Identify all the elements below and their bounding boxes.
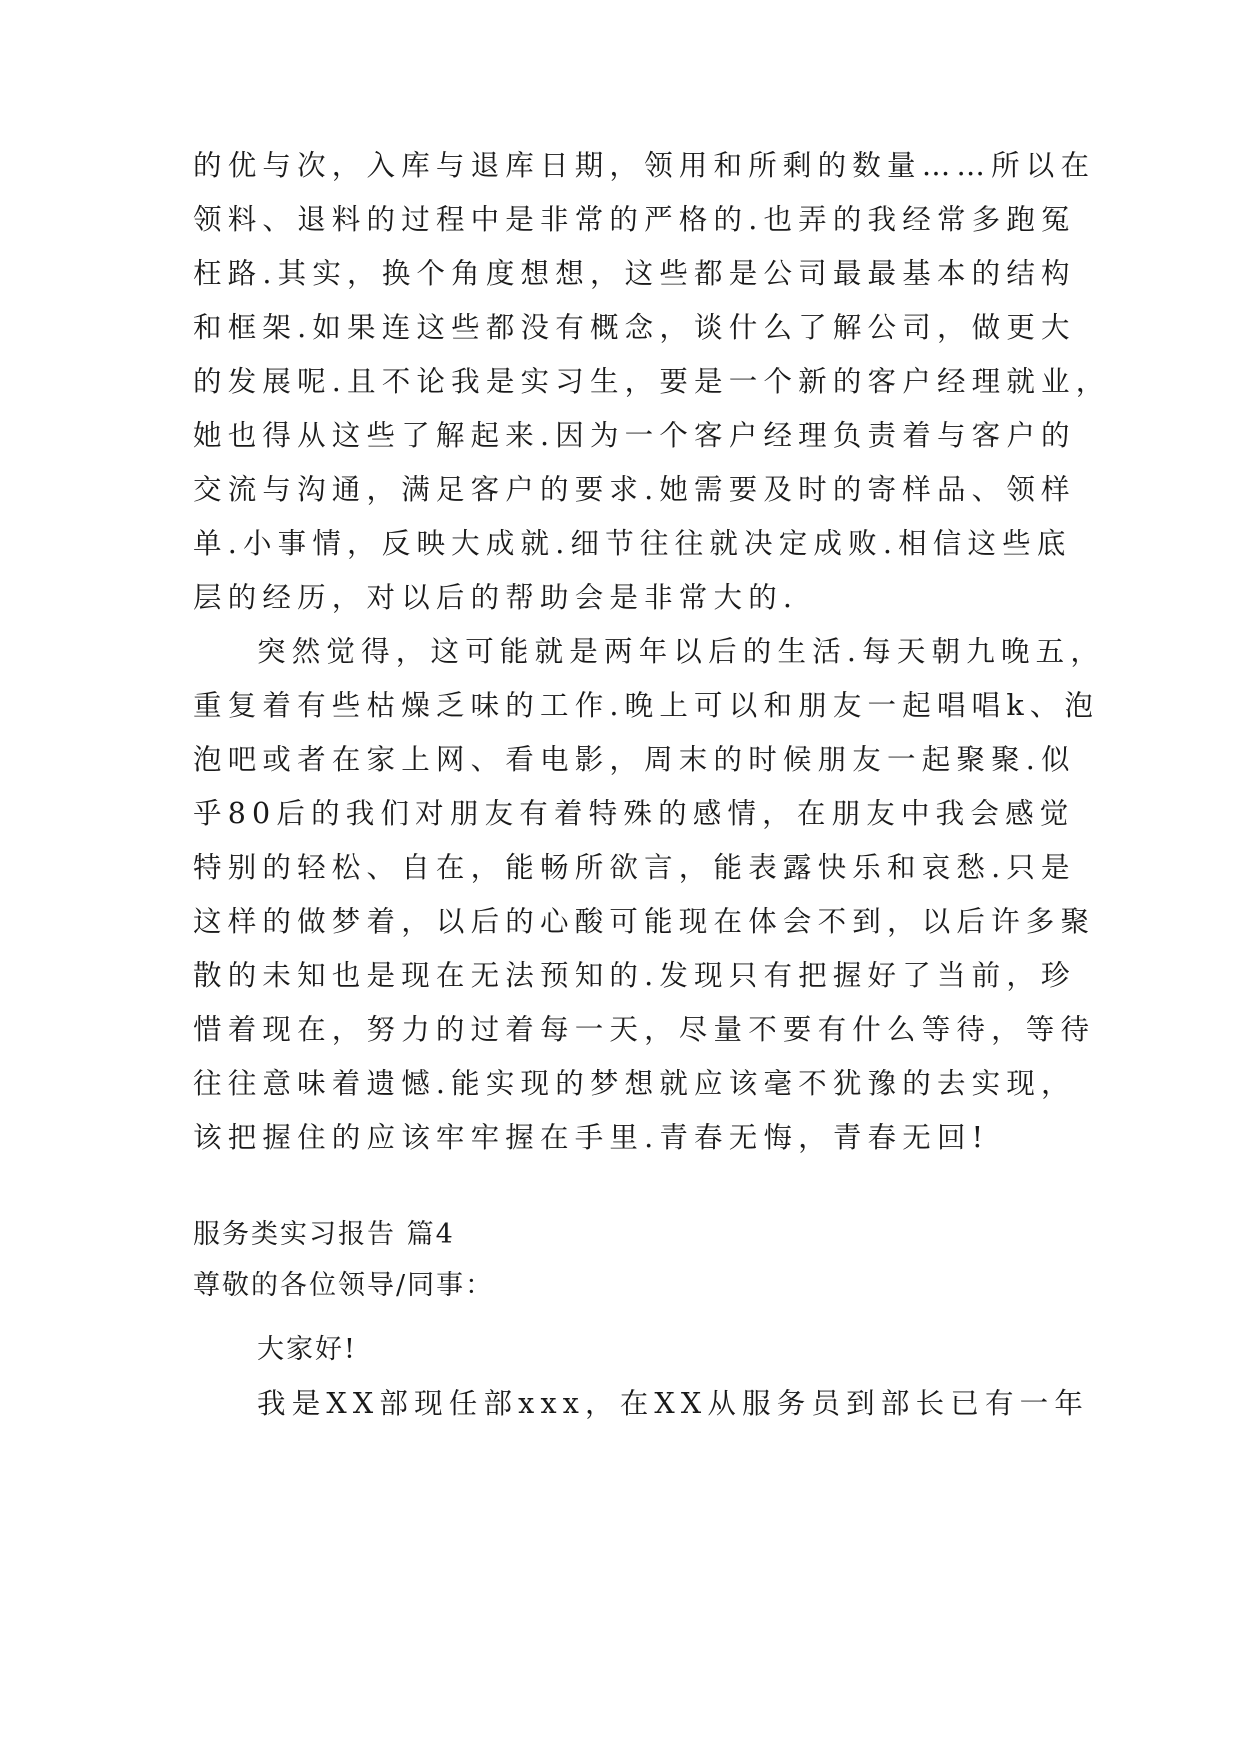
paragraph-line: 泡吧或者在家上网、看电影，周末的时候朋友一起聚聚.似 xyxy=(193,743,1076,776)
greeting: 大家好! xyxy=(257,1334,357,1365)
paragraph-line: 她也得从这些了解起来.因为一个客户经理负责着与客户的 xyxy=(193,419,1076,452)
paragraph-line: 这样的做梦着，以后的心酸可能现在体会不到，以后许多聚 xyxy=(193,905,1096,938)
paragraph-line: 交流与沟通，满足客户的要求.她需要及时的寄样品、领样 xyxy=(193,473,1076,506)
paragraph-line: 惜着现在，努力的过着每一天，尽量不要有什么等待，等待 xyxy=(193,1013,1096,1046)
intro-line: 我是XX部现任部xxx，在XX从服务员到部长已有一年 xyxy=(257,1387,1090,1420)
paragraph-line: 的优与次，入库与退库日期，领用和所剩的数量……所以在 xyxy=(193,149,1096,182)
paragraph-line: 领料、退料的过程中是非常的严格的.也弄的我经常多跑冤 xyxy=(193,203,1076,236)
paragraph-line: 乎80后的我们对朋友有着特殊的感情，在朋友中我会感觉 xyxy=(193,797,1075,830)
paragraph-line: 散的未知也是现在无法预知的.发现只有把握好了当前，珍 xyxy=(193,959,1076,992)
paragraph-line: 层的经历，对以后的帮助会是非常大的. xyxy=(193,581,799,614)
paragraph-line: 特别的轻松、自在，能畅所欲言，能表露快乐和哀愁.只是 xyxy=(193,851,1076,884)
paragraph-line: 枉路.其实，换个角度想想，这些都是公司最最基本的结构 xyxy=(193,257,1076,290)
paragraph-line: 重复着有些枯燥乏味的工作.晚上可以和朋友一起唱唱k、泡 xyxy=(193,689,1100,722)
paragraph-line: 该把握住的应该牢牢握在手里.青春无悔，青春无回! xyxy=(193,1121,990,1154)
section-title: 服务类实习报告 篇4 xyxy=(193,1219,455,1250)
salutation: 尊敬的各位领导/同事： xyxy=(193,1270,495,1301)
paragraph-line: 突然觉得，这可能就是两年以后的生活.每天朝九晚五， xyxy=(257,635,1106,668)
paragraph-line: 和框架.如果连这些都没有概念，谈什么了解公司，做更大 xyxy=(193,311,1076,344)
paragraph-line: 的发展呢.且不论我是实习生，要是一个新的客户经理就业， xyxy=(193,365,1111,398)
paragraph-line: 往往意味着遗憾.能实现的梦想就应该毫不犹豫的去实现， xyxy=(193,1067,1076,1100)
paragraph-line: 单.小事情，反映大成就.细节往往就决定成败.相信这些底 xyxy=(193,527,1072,560)
